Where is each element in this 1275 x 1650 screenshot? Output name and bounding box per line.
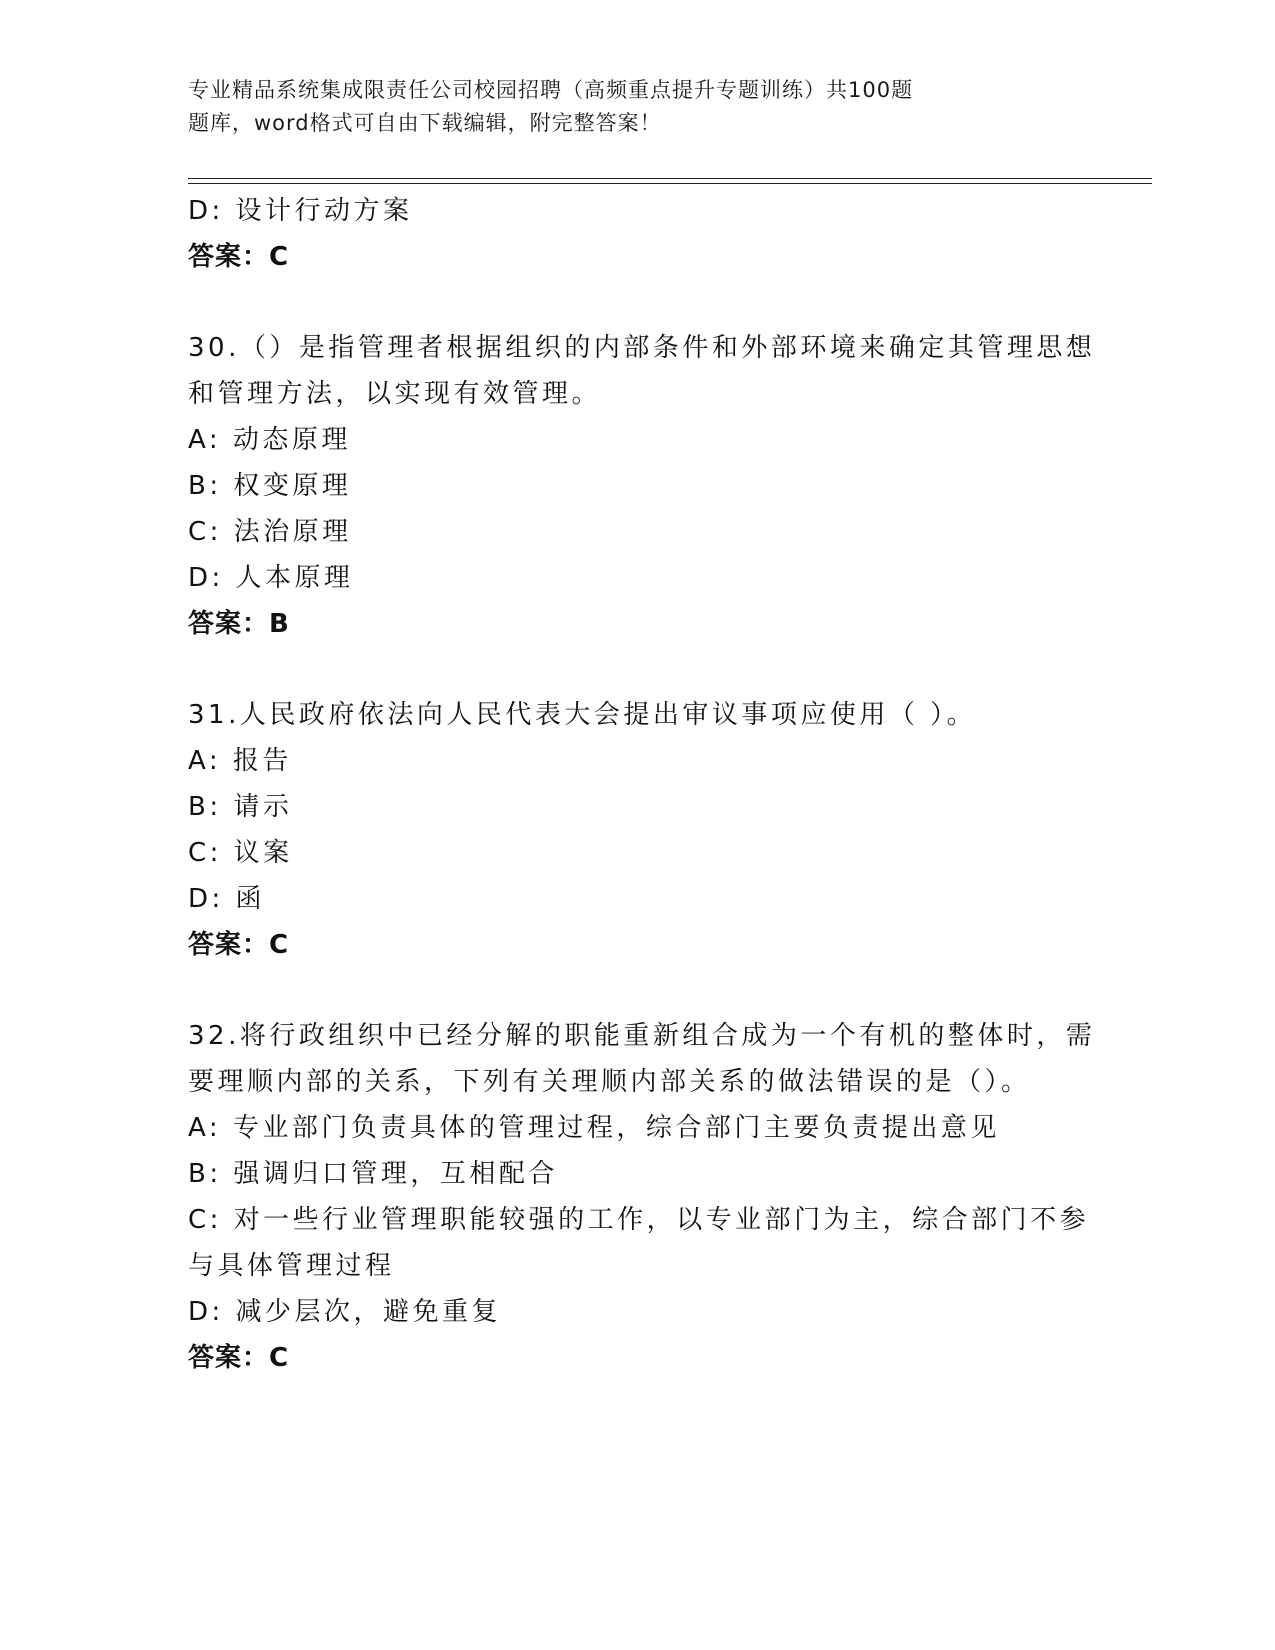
question-30 [188, 325, 1096, 647]
option-c: C: 对一些行业管理职能较强的工作，以专业部门为主，综合部门不参 [188, 1205, 1090, 1235]
option-b: B: 权变原理 [188, 471, 352, 501]
document-header [188, 74, 1048, 140]
answer: 答案：C [188, 242, 290, 272]
option-c: C: 议案 [188, 838, 293, 868]
option-c: C: 法治原理 [188, 517, 352, 547]
question-31 [188, 692, 1088, 968]
answer: 答案：C [188, 930, 290, 960]
option-a: A: 专业部门负责具体的管理过程，综合部门主要负责提出意见 [188, 1113, 1000, 1143]
question-list [188, 188, 1096, 1381]
option-d: D: 函 [188, 884, 266, 914]
option-d: D: 设计行动方案 [188, 196, 413, 226]
option-a: A: 报告 [188, 746, 292, 776]
spacer [188, 647, 1088, 692]
option-d: D: 人本原理 [188, 563, 354, 593]
header-line-2: 题库，word格式可自由下载编辑，附完整答案！ [188, 111, 662, 135]
header-line-1: 专业精品系统集成限责任公司校园招聘（高频重点提升专题训练）共100题 [188, 78, 914, 102]
option-b: B: 请示 [188, 792, 293, 822]
option-d: D: 减少层次，避免重复 [188, 1297, 502, 1327]
spacer [188, 280, 1088, 325]
answer: 答案：B [188, 609, 290, 639]
previous-question-tail [188, 188, 1088, 280]
header-divider-bottom [188, 183, 1152, 184]
question-stem-continued: 和管理方法，以实现有效管理。 [188, 379, 602, 409]
question-stem: 31.人民政府依法向人民代表大会提出审议事项应使用（ ）。 [188, 700, 977, 730]
option-b: B: 强调归口管理，互相配合 [188, 1159, 558, 1189]
header-divider-top [188, 178, 1152, 179]
question-stem-continued: 要理顺内部的关系，下列有关理顺内部关系的做法错误的是（）。 [188, 1067, 1031, 1097]
question-32 [188, 1013, 1096, 1381]
option-c-continued: 与具体管理过程 [188, 1251, 395, 1281]
answer: 答案：C [188, 1343, 290, 1373]
option-a: A: 动态原理 [188, 425, 351, 455]
spacer [188, 968, 1088, 1013]
question-stem: 30.（）是指管理者根据组织的内部条件和外部环境来确定其管理思想 [188, 333, 1096, 363]
question-stem: 32.将行政组织中已经分解的职能重新组合成为一个有机的整体时，需 [188, 1021, 1096, 1051]
